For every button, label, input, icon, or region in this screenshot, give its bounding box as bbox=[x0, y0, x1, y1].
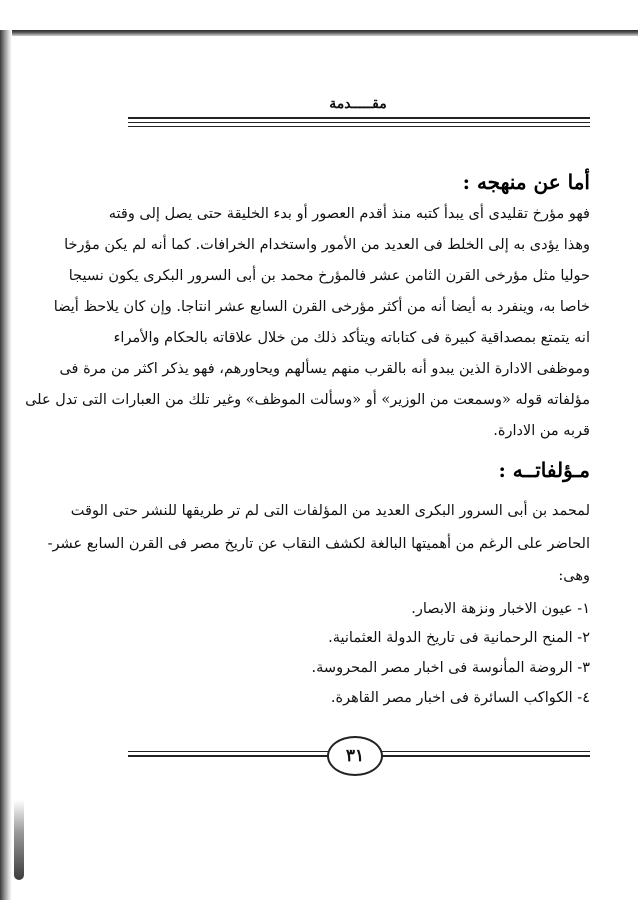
footer-rule bbox=[378, 751, 590, 752]
header-rule-thin-2 bbox=[128, 126, 590, 127]
paragraph-line: مؤلفاته قوله «وسمعت من الوزير» أو «وسألت الموظف» وغير تلك من العبارات التى تدل على bbox=[25, 392, 590, 408]
works-list-item: ٤- الكواكب السائرة فى اخبار مصر القاهرة. bbox=[330, 690, 590, 706]
scan-top-edge bbox=[0, 30, 638, 36]
section-heading-method: أما عن منهجه : bbox=[462, 170, 590, 194]
paragraph-line: حوليا مثل مؤرخى القرن الثامن عشر فالمؤرخ محمد بن أبى السرور البكرى يكون نسيجا bbox=[68, 268, 590, 284]
scan-binding-mark bbox=[14, 800, 24, 880]
scan-left-edge bbox=[0, 30, 12, 900]
works-list-item: ٣- الروضة المأنوسة فى اخبار مصر المحروسة. bbox=[311, 660, 590, 676]
paragraph-line: الحاضر على الرغم من أهميتها البالغة لكشف النقاب عن تاريخ مصر فى القرن السابع عشر- bbox=[47, 536, 590, 552]
paragraph-line: انه يتمتع بمصداقية كبيرة فى كتاباته ويتأكد ذلك من خلال علاقاته بالحكام والأمراء bbox=[113, 330, 590, 346]
paragraph-line: قربه من الادارة. bbox=[493, 423, 590, 439]
works-list-item: ٢- المنح الرحمانية فى تاريخ الدولة العثمانية. bbox=[328, 630, 590, 646]
paragraph-line: وموظفى الادارة الذين يبدو أنه بالقرب منهم يسألهم ويحاورهم، فهو يذكر اكثر من مرة فى bbox=[59, 361, 590, 377]
header-rule-thick bbox=[128, 117, 590, 119]
header-rule-thin bbox=[128, 122, 590, 123]
paragraph-line: وهى: bbox=[558, 568, 590, 584]
running-header-title: مقـــــدمة bbox=[329, 96, 387, 112]
footer-rule-thick bbox=[378, 755, 590, 757]
paragraph-line: خاصا به، وينفرد به أيضا أنه من أكثر مؤرخى القرن السابع عشر انتاجا. وإن كان يلاحظ أيضا bbox=[53, 299, 590, 315]
section-heading-works: مـؤلفاتــه : bbox=[498, 458, 590, 482]
paragraph-line: وهذا يؤدى به إلى الخلط فى العديد من الأمور واستخدام الخرافات. كما أنه لم يكن مؤرخا bbox=[64, 237, 590, 253]
paragraph-line: فهو مؤرخ تقليدى أى يبدأ كتبه منذ أقدم العصور أو بدء الخليقة حتى يصل إلى وقته bbox=[108, 206, 590, 222]
footer-rule-thick bbox=[128, 755, 328, 757]
footer-rule bbox=[128, 751, 328, 752]
page-number: ٣١ bbox=[327, 736, 383, 776]
works-list-item: ١- عيون الاخبار ونزهة الابصار. bbox=[411, 601, 590, 617]
paragraph-line: لمحمد بن أبى السرور البكرى العديد من المؤلفات التى لم تر طريقها للنشر حتى الوقت bbox=[70, 503, 590, 519]
